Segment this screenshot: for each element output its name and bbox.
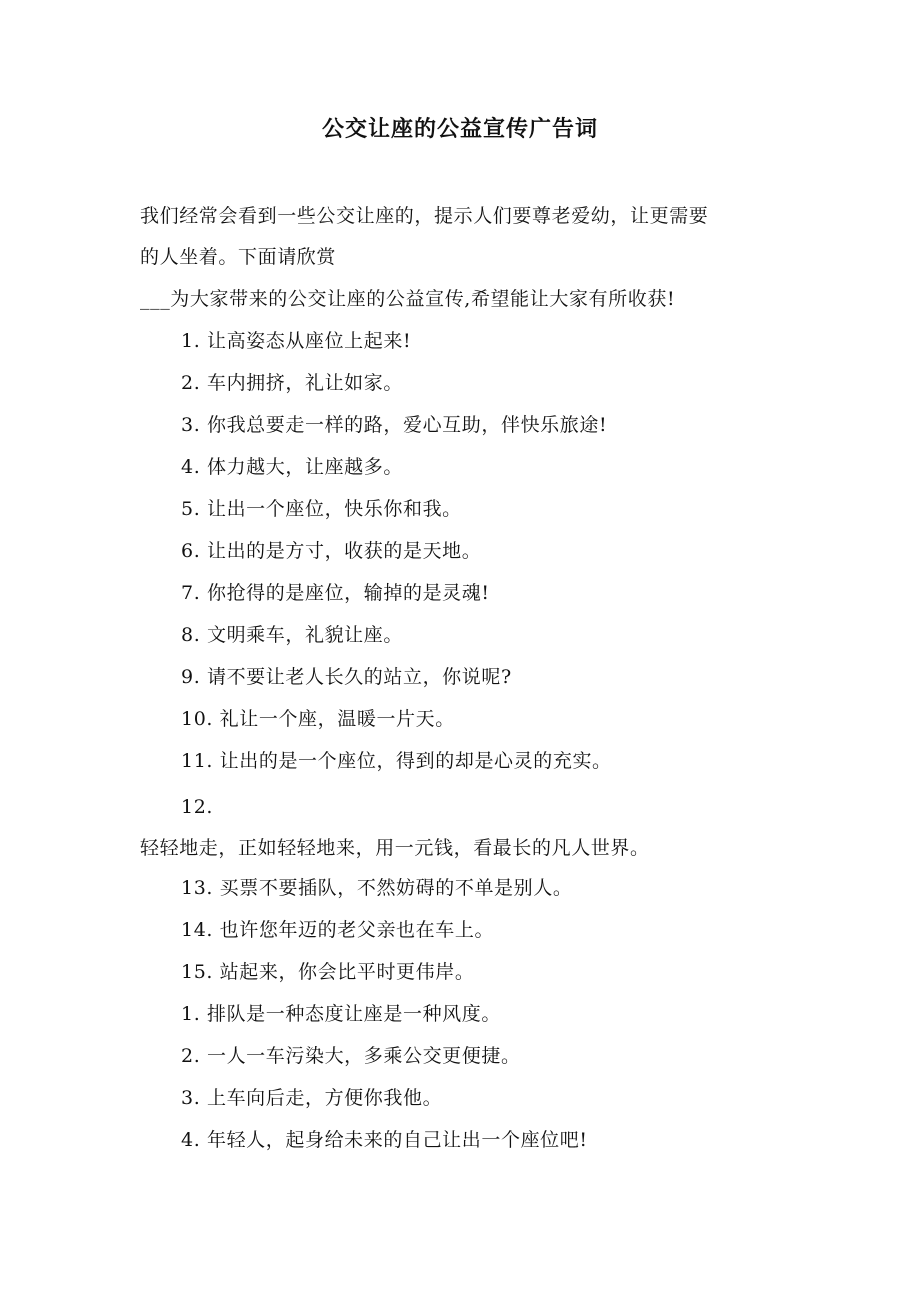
list-item: 10. 礼让一个座，温暖一片天。 bbox=[181, 708, 455, 730]
list-item: 5. 让出一个座位，快乐你和我。 bbox=[181, 498, 462, 520]
list-item: 15. 站起来，你会比平时更伟岸。 bbox=[181, 961, 475, 983]
list-item: 1. 排队是一种态度让座是一种风度。 bbox=[181, 1003, 501, 1025]
list-item: 7. 你抢得的是座位，输掉的是灵魂! bbox=[181, 582, 490, 604]
page-title: 公交让座的公益宣传广告词 bbox=[321, 117, 598, 142]
list-item: 3. 你我总要走一样的路，爱心互助，伴快乐旅途! bbox=[181, 414, 608, 436]
list-item: 4. 年轻人，起身给未来的自己让出一个座位吧! bbox=[181, 1129, 588, 1151]
list-item: 14. 也许您年迈的老父亲也在车上。 bbox=[181, 919, 495, 941]
intro-line-3: ___为大家带来的公交让座的公益宣传,希望能让大家有所收获! bbox=[140, 288, 676, 310]
list-item: 4. 体力越大，让座越多。 bbox=[181, 456, 403, 478]
list-item: 3. 上车向后走，方便你我他。 bbox=[181, 1087, 443, 1109]
list-item: 12. bbox=[181, 796, 214, 818]
list-item: 11. 让出的是一个座位，得到的却是心灵的充实。 bbox=[181, 750, 612, 772]
intro-line-2: 的人坐着。下面请欣赏 bbox=[140, 246, 337, 268]
list-item-continuation: 轻轻地走，正如轻轻地来，用一元钱，看最长的凡人世界。 bbox=[140, 837, 650, 859]
list-item: 13. 买票不要插队，不然妨碍的不单是别人。 bbox=[181, 877, 573, 899]
list-item: 2. 车内拥挤，礼让如家。 bbox=[181, 372, 403, 394]
list-item: 2. 一人一车污染大，多乘公交更便捷。 bbox=[181, 1045, 521, 1067]
list-item: 8. 文明乘车，礼貌让座。 bbox=[181, 624, 403, 646]
list-item: 9. 请不要让老人长久的站立，你说呢? bbox=[181, 666, 512, 688]
list-item: 1. 让高姿态从座位上起来! bbox=[181, 330, 412, 352]
list-item: 6. 让出的是方寸，收获的是天地。 bbox=[181, 540, 482, 562]
intro-line-1: 我们经常会看到一些公交让座的，提示人们要尊老爱幼，让更需要 bbox=[140, 205, 709, 227]
